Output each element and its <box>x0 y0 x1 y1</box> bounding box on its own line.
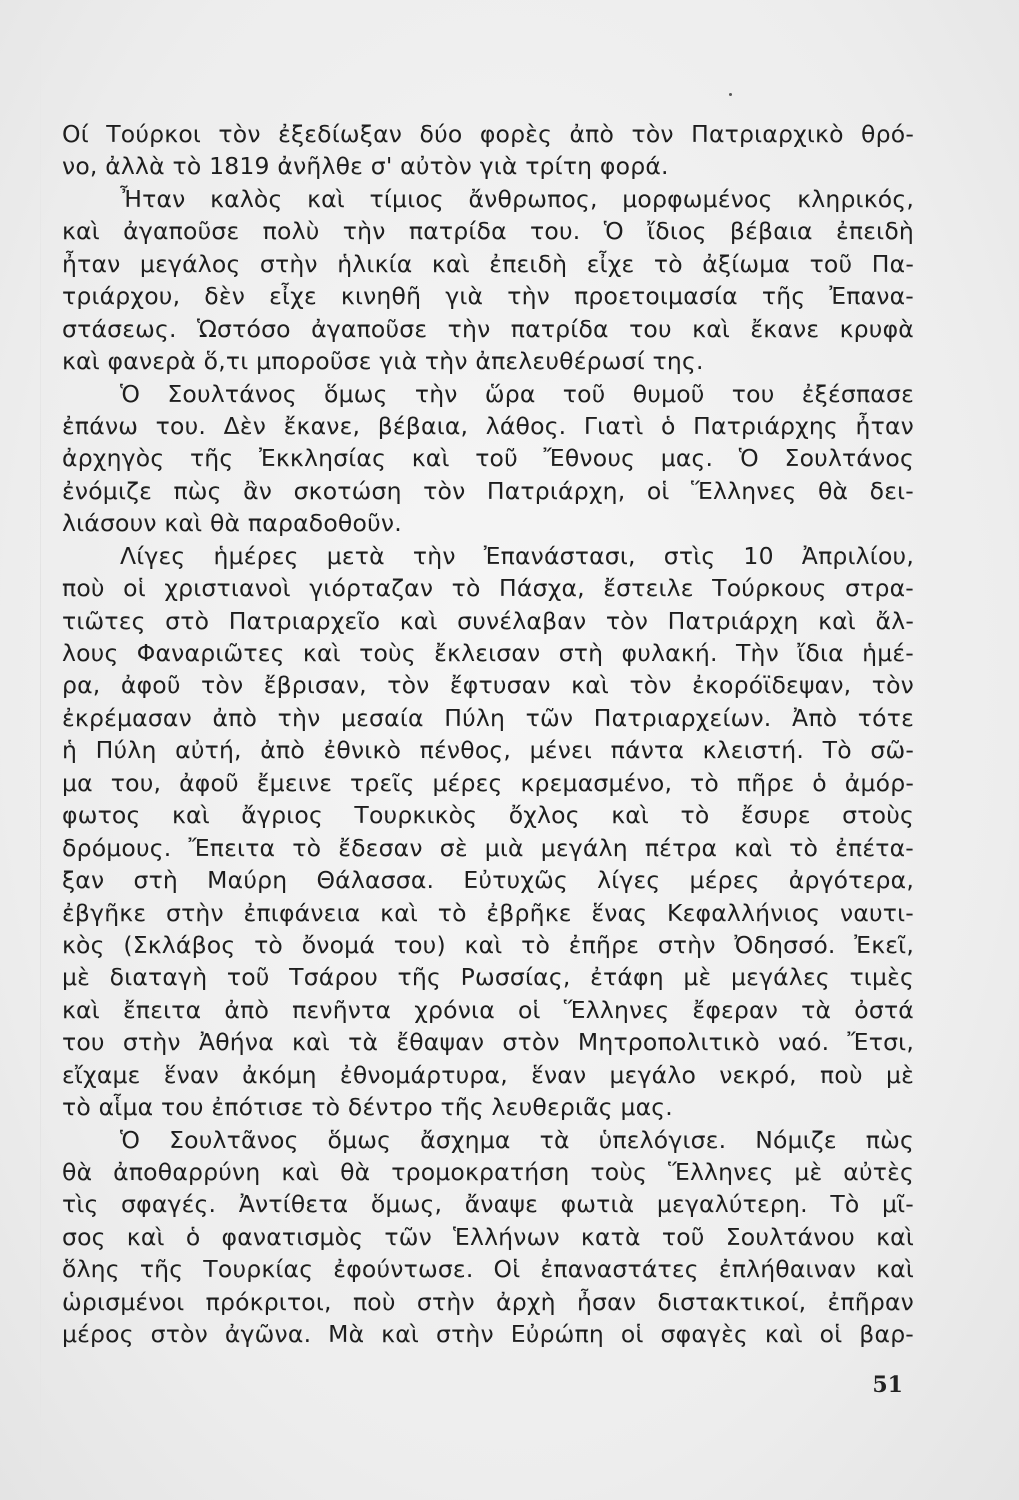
text-line: καὶ ἔπειτα ἀπὸ πενῆντα χρόνια οἱ Ἕλληνες ἔφεραν τὰ ὀστά <box>62 995 914 1024</box>
page-number: 51 <box>872 1372 903 1398</box>
text-line: δρόμους. Ἔπειτα τὸ ἔδεσαν σὲ μιὰ μεγάλη πέτρα καὶ τὸ ἐπέτα- <box>62 833 914 862</box>
text-line: θὰ ἀποθαρρύνη καὶ θὰ τρομοκρατήση τοὺς Ἕλληνες μὲ αὐτὲς <box>62 1158 914 1186</box>
text-line: τριάρχου, δὲν εἶχε κινηθῆ γιὰ τὴν προετοιμασία τῆς Ἐπανα- <box>62 282 914 311</box>
ink-speck <box>729 93 732 96</box>
text-line: του στὴν Ἀθήνα καὶ τὰ ἔθαψαν στὸν Μητροπολιτικὸ ναό. Ἔτσι, <box>62 1028 914 1057</box>
text-line: Ἦταν καλὸς καὶ τίμιος ἄνθρωπος, μορφωμένος κληρικός, <box>120 184 914 213</box>
text-line: ἐκρέμασαν ἀπὸ τὴν μεσαία Πύλη τῶν Πατριαρχείων. Ἀπὸ τότε <box>62 703 914 732</box>
text-line: σος καὶ ὁ φανατισμὸς τῶν Ἑλλήνων κατὰ τοῦ Σουλτάνου καὶ <box>62 1222 914 1251</box>
text-line: ξαν στὴ Μαύρη Θάλασσα. Εὐτυχῶς λίγες μέρες ἀργότερα, <box>62 866 914 895</box>
text-line: ἀρχηγὸς τῆς Ἐκκλησίας καὶ τοῦ Ἔθνους μας. Ὁ Σουλτάνος <box>62 444 914 473</box>
text-line: νο, ἀλλὰ τὸ 1819 ἀνῆλθε σ' αὐτὸν γιὰ τρίτη φορά. <box>62 152 669 181</box>
text-line: φωτος καὶ ἄγριος Τουρκικὸς ὄχλος καὶ τὸ ἔσυρε στοὺς <box>62 801 914 830</box>
text-line: ἐνόμιζε πὼς ἂν σκοτώση τὸν Πατριάρχη, οἱ Ἕλληνες θὰ δει- <box>62 476 914 505</box>
text-line: καὶ ἀγαποῦσε πολὺ τὴν πατρίδα του. Ὁ ἴδιος βέβαια ἐπειδὴ <box>62 217 914 246</box>
text-line: μα του, ἀφοῦ ἔμεινε τρεῖς μέρες κρεμασμένο, τὸ πῆρε ὁ ἀμόρ- <box>62 768 914 797</box>
text-line: ἡ Πύλη αὐτή, ἀπὸ ἐθνικὸ πένθος, μένει πάντα κλειστή. Τὸ σῶ- <box>62 736 914 765</box>
text-line: τιῶτες στὸ Πατριαρχεῖο καὶ συνέλαβαν τὸν Πατριάρχη καὶ ἄλ- <box>62 606 914 635</box>
text-line: ἐπάνω του. Δὲν ἔκανε, βέβαια, λάθος. Γιατὶ ὁ Πατριάρχης ἦταν <box>62 411 914 440</box>
text-line: ὅλης τῆς Τουρκίας ἐφούντωσε. Οἱ ἐπαναστάτες ἐπλήθαιναν καὶ <box>62 1255 914 1284</box>
text-line: Ὁ Σουλτάνος ὅμως τὴν ὥρα τοῦ θυμοῦ του ἐξέσπασε <box>120 379 914 408</box>
text-line: μέρος στὸν ἀγῶνα. Μὰ καὶ στὴν Εὐρώπη οἱ σφαγὲς καὶ οἱ βαρ- <box>62 1320 914 1349</box>
text-line: λιάσουν καὶ θὰ παραδοθοῦν. <box>62 509 402 538</box>
text-line: τὸ αἷμα του ἐπότισε τὸ δέντρο τῆς λευθεριᾶς μας. <box>62 1093 673 1122</box>
text-line: ἦταν μεγάλος στὴν ἡλικία καὶ ἐπειδὴ εἶχε τὸ ἀξίωμα τοῦ Πα- <box>62 249 914 278</box>
body-text <box>62 118 914 1351</box>
text-line: Λίγες ἡμέρες μετὰ τὴν Ἐπανάστασι, στὶς 10 Ἀπριλίου, <box>120 541 914 570</box>
text-line: λους Φαναριῶτες καὶ τοὺς ἔκλεισαν στὴ φυλακή. Τὴν ἴδια ἡμέ- <box>62 639 914 667</box>
text-line: καὶ φανερὰ ὅ,τι μποροῦσε γιὰ τὴν ἀπελευθέρωσί της. <box>62 347 704 376</box>
text-line: στάσεως. Ὡστόσο ἀγαποῦσε τὴν πατρίδα του καὶ ἔκανε κρυφὰ <box>62 314 914 343</box>
text-line: ὡρισμένοι πρόκριτοι, ποὺ στὴν ἀρχὴ ἦσαν διστακτικοί, ἐπῆραν <box>62 1287 914 1316</box>
text-line: μὲ διαταγὴ τοῦ Τσάρου τῆς Ρωσσίας, ἐτάφη μὲ μεγάλες τιμὲς <box>62 963 914 992</box>
text-line: ρα, ἀφοῦ τὸν ἔβρισαν, τὸν ἔφτυσαν καὶ τὸν ἐκορόϊδεψαν, τὸν <box>62 671 914 700</box>
text-line: εἴχαμε ἕναν ἀκόμη ἐθνομάρτυρα, ἕναν μεγάλο νεκρό, ποὺ μὲ <box>62 1060 914 1089</box>
text-line: κὸς (Σκλάβος τὸ ὄνομά του) καὶ τὸ ἐπῆρε στὴν Ὀδησσό. Ἐκεῖ, <box>62 930 914 959</box>
page-fold-shadow <box>40 0 41 1500</box>
text-line: ποὺ οἱ χριστιανοὶ γιόρταζαν τὸ Πάσχα, ἔστειλε Τούρκους στρα- <box>62 574 914 603</box>
text-line: Οί Τούρκοι τὸν ἐξεδίωξαν δύο φορὲς ἀπὸ τὸν Πατριαρχικὸ θρό- <box>62 120 914 148</box>
text-line: ἐβγῆκε στὴν ἐπιφάνεια καὶ τὸ ἐβρῆκε ἕνας Κεφαλλήνιος ναυτι- <box>62 898 914 927</box>
text-line: τὶς σφαγές. Ἀντίθετα ὅμως, ἄναψε φωτιὰ μεγαλύτερη. Τὸ μῖ- <box>62 1190 914 1219</box>
text-line: Ὁ Σουλτᾶνος ὅμως ἄσχημα τὰ ὑπελόγισε. Νόμιζε πὼς <box>120 1125 914 1154</box>
